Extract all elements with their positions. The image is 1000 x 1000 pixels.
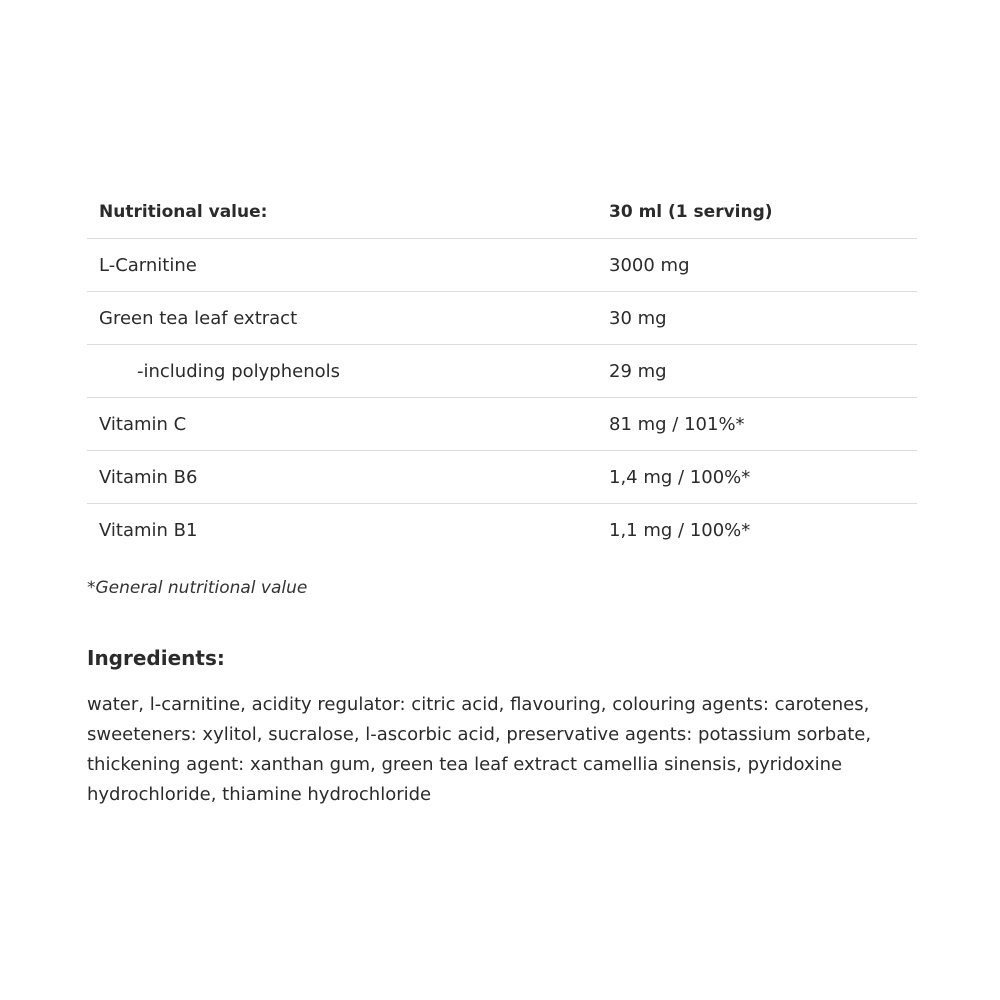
nutrient-value: 1,4 mg / 100%* <box>597 451 917 504</box>
nutrient-value: 81 mg / 101%* <box>597 398 917 451</box>
footnote: *General nutritional value <box>87 578 308 598</box>
table-row <box>87 292 917 345</box>
product-info <box>87 186 917 810</box>
ingredients-text: water, l-carnitine, acidity regulator: citric acid, flavouring, colouring agents: carotenes, sweeteners: xylitol, sucralose, l-ascorbic acid, preservative agents: potassium sorbate, thickening agent: xanthan gum, green tea leaf extract camellia sinensis, pyridoxine hydrochloride, thiamine hydrochloride <box>87 694 872 805</box>
table-row <box>87 398 917 451</box>
nutrient-value: 1,1 mg / 100%* <box>609 519 751 541</box>
nutrient-value: 29 mg <box>597 345 917 398</box>
table-row <box>87 345 917 398</box>
nutrient-value: 3000 mg <box>597 239 917 292</box>
nutrient-name: L-Carnitine <box>87 239 597 292</box>
nutrition-table <box>87 186 917 556</box>
table-header-row <box>87 186 917 239</box>
nutrient-name: Vitamin C <box>87 398 597 451</box>
header-serving-size: 30 ml (1 serving) <box>597 186 917 239</box>
ingredients-heading: Ingredients: <box>87 646 225 670</box>
nutrient-name: Vitamin B6 <box>87 451 597 504</box>
table-row <box>87 451 917 504</box>
nutrient-name: Green tea leaf extract <box>87 292 597 345</box>
nutrient-name: Vitamin B1 <box>99 519 198 541</box>
table-row <box>87 239 917 292</box>
nutrient-value: 30 mg <box>597 292 917 345</box>
table-row <box>87 504 917 557</box>
header-nutritional-value: Nutritional value: <box>87 186 597 239</box>
nutrient-subitem-name: -including polyphenols <box>87 345 597 398</box>
